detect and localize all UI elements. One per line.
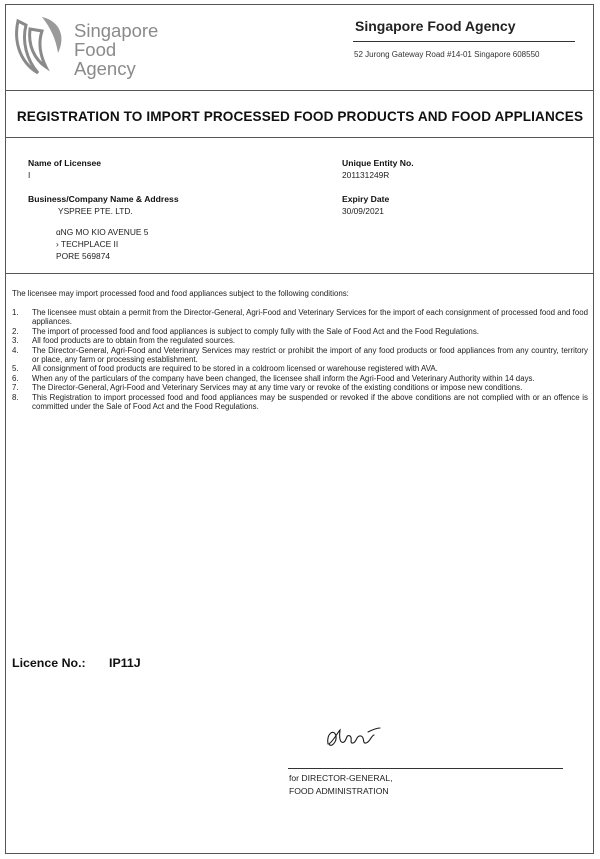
address-line-1: ɑNG MO KIO AVENUE 5 bbox=[56, 227, 149, 237]
condition-number: 4. bbox=[12, 345, 19, 355]
condition-number: 7. bbox=[12, 383, 19, 393]
condition-number: 3. bbox=[12, 336, 19, 346]
logo-line-1: Singapore bbox=[74, 20, 159, 41]
condition-text: All food products are to obtain from the regulated sources. bbox=[32, 336, 236, 346]
condition-item bbox=[12, 327, 588, 336]
expiry-value: 30/09/2021 bbox=[342, 206, 384, 216]
address-line-2: › TECHPLACE II bbox=[56, 239, 119, 249]
address-line-3: PORE 569874 bbox=[56, 251, 111, 261]
condition-number: 5. bbox=[12, 364, 19, 374]
title-divider bbox=[5, 137, 594, 138]
licence-number-value: IP11J bbox=[109, 656, 141, 670]
logo-line-2: Food bbox=[74, 39, 117, 60]
signature-line bbox=[288, 768, 563, 769]
uen-label: Unique Entity No. bbox=[342, 158, 414, 168]
agency-divider bbox=[353, 41, 575, 42]
condition-item bbox=[12, 393, 588, 412]
licensee-name-value: I bbox=[28, 170, 31, 180]
document-title: REGISTRATION TO IMPORT PROCESSED FOOD PRODUCTS AND FOOD APPLIANCES bbox=[16, 109, 584, 124]
agency-logo bbox=[12, 11, 182, 81]
licence-number-label: Licence No.: bbox=[12, 656, 86, 670]
condition-number: 2. bbox=[12, 326, 19, 336]
business-label: Business/Company Name & Address bbox=[28, 194, 179, 204]
condition-number: 8. bbox=[12, 392, 19, 402]
condition-item bbox=[12, 383, 588, 392]
condition-item bbox=[12, 374, 588, 383]
agency-name: Singapore Food Agency bbox=[355, 18, 516, 34]
document-frame bbox=[5, 4, 594, 854]
condition-text: The licensee must obtain a permit from the Director-General, Agri-Food and Veterinary Services for the import of each consignment of processed food and food appliances. bbox=[32, 308, 588, 327]
signature bbox=[322, 722, 384, 759]
condition-item bbox=[12, 308, 588, 327]
condition-text: This Registration to import processed food and food appliances may be suspended or revoked if the above conditions are not complied with or an offence is committed under the Sale of Food Act and the Food Regulations. bbox=[32, 392, 588, 412]
condition-number: 1. bbox=[12, 308, 19, 317]
agency-address: 52 Jurong Gateway Road #14-01 Singapore 608550 bbox=[354, 50, 540, 59]
licensee-name-label: Name of Licensee bbox=[28, 158, 102, 168]
header-divider bbox=[5, 90, 594, 91]
condition-text: The Director-General, Agri-Food and Veterinary Services may at any time vary or revoke of the existing conditions or impose new conditions. bbox=[32, 383, 523, 393]
signatory-title: for DIRECTOR-GENERAL, bbox=[289, 773, 393, 783]
condition-text: When any of the particulars of the company have been changed, the licensee shall inform the Agri-Food and Veterinary Authority within 14 days. bbox=[32, 373, 535, 383]
logo-line-3: Agency bbox=[74, 58, 136, 79]
condition-number: 6. bbox=[12, 373, 19, 383]
conditions-list bbox=[12, 308, 588, 411]
condition-item bbox=[12, 336, 588, 345]
expiry-label: Expiry Date bbox=[342, 194, 390, 204]
business-name: YSPREE PTE. LTD. bbox=[58, 206, 133, 216]
details-divider bbox=[5, 273, 594, 274]
condition-text: The Director-General, Agri-Food and Veterinary Services may restrict or prohibit the import of any food products or food appliances from any country, territory or place, any farm or processing establishment. bbox=[32, 345, 588, 365]
signatory-department: FOOD ADMINISTRATION bbox=[289, 786, 389, 796]
condition-item bbox=[12, 346, 588, 365]
condition-text: The import of processed food and food appliances is subject to comply fully with the Sale of Food Act and the Food Regulations. bbox=[32, 326, 479, 336]
condition-text: All consignment of food products are required to be stored in a coldroom licensed or warehouse registered with AVA. bbox=[32, 364, 438, 374]
logo-wordmark bbox=[74, 21, 158, 78]
condition-item bbox=[12, 364, 588, 373]
handwritten-signature-icon bbox=[322, 722, 384, 754]
sfa-leaf-logo-icon bbox=[12, 11, 72, 79]
uen-value: 201131249R bbox=[342, 170, 390, 180]
conditions-intro: The licensee may import processed food and food appliances subject to the following conditions: bbox=[12, 289, 349, 298]
